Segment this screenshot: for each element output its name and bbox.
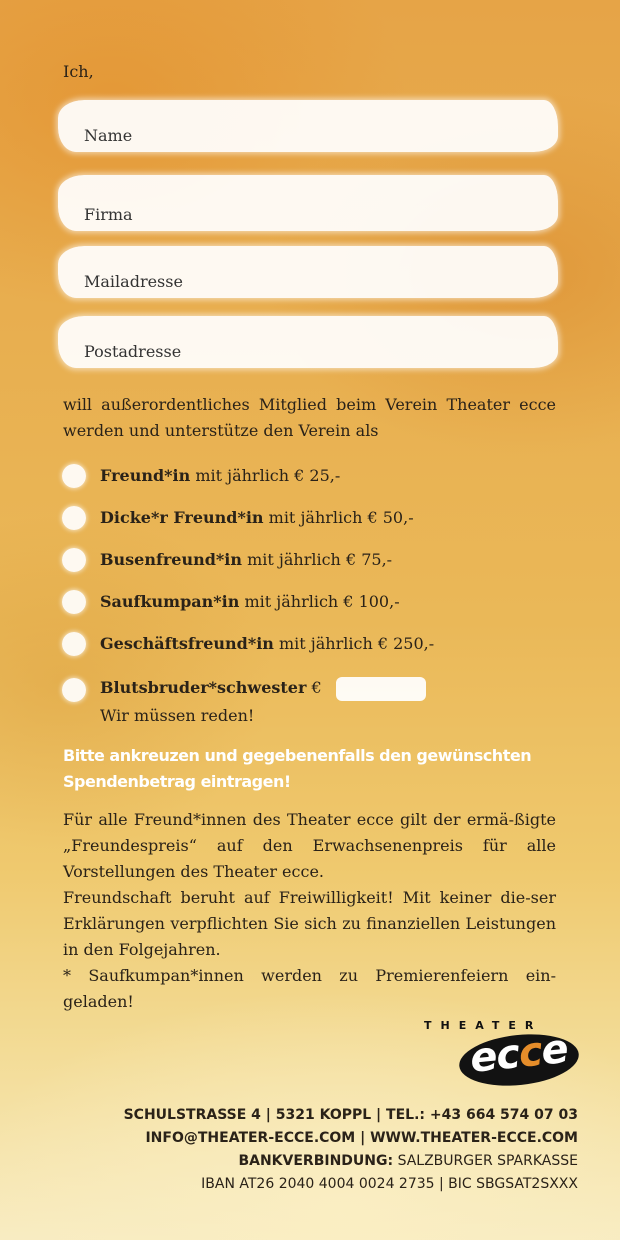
info-text: [63, 807, 556, 1015]
option-name: Saufkumpan*in: [100, 592, 240, 611]
bank-name: SALZBURGER SPARKASSE: [397, 1153, 578, 1169]
radio-circle[interactable]: [62, 464, 86, 488]
instruction-note: Bitte ankreuzen und gegebenenfalls den gewünschten Spendenbetrag eintragen!: [63, 746, 532, 791]
radio-circle[interactable]: [62, 678, 86, 702]
info-paragraph-2: Freundschaft beruht auf Freiwilligkeit! Mit keiner die-ser Erklärungen verpflichten Sie sich zu finanziellen Leistungen in den Folgejahren.: [63, 888, 556, 959]
info-paragraph-3: * Saufkumpan*innen werden zu Premierenfeiern ein-geladen!: [63, 966, 556, 1011]
option-detail: mit jährlich € 100,-: [244, 592, 400, 611]
donation-amount-input[interactable]: [336, 677, 426, 701]
radio-circle[interactable]: [62, 632, 86, 656]
company-field[interactable]: [58, 175, 558, 231]
option-subline: Wir müssen reden!: [100, 706, 255, 725]
email-field[interactable]: [58, 246, 558, 298]
footer-iban: IBAN AT26 2040 4004 0024 2735 | BIC SBGSAT2SXXX: [201, 1176, 578, 1192]
name-field-label: Name: [84, 126, 133, 145]
bank-label: BANKVERBINDUNG:: [238, 1153, 394, 1169]
option-name: Freund*in: [100, 466, 191, 485]
email-field-label: Mailadresse: [84, 272, 183, 291]
company-field-label: Firma: [84, 205, 133, 224]
option-name: Busenfreund*in: [100, 550, 242, 569]
postal-address-field[interactable]: [58, 316, 558, 368]
option-detail: mit jährlich € 250,-: [279, 634, 435, 653]
option-detail: €: [311, 678, 322, 697]
name-field[interactable]: [58, 100, 558, 152]
intro-text: Ich,: [63, 62, 94, 81]
option-name: Dicke*r Freund*in: [100, 508, 264, 527]
option-detail: mit jährlich € 25,-: [195, 466, 341, 485]
footer-bank: [238, 1150, 578, 1172]
option-name: Geschäftsfreund*in: [100, 634, 274, 653]
radio-circle[interactable]: [62, 506, 86, 530]
postal-address-field-label: Postadresse: [84, 342, 182, 361]
footer-web: INFO@THEATER-ECCE.COM | WWW.THEATER-ECCE.COM: [145, 1130, 578, 1146]
radio-circle[interactable]: [62, 548, 86, 572]
option-detail: mit jährlich € 50,-: [268, 508, 414, 527]
footer-address: SCHULSTRASSE 4 | 5321 KOPPL | TEL.: +43 664 574 07 03: [123, 1107, 578, 1123]
membership-statement: will außerordentliches Mitglied beim Verein Theater ecce werden und unterstütze den Verein als: [63, 395, 556, 440]
info-paragraph-1: Für alle Freund*innen des Theater ecce gilt der ermä-ßigte „Freundespreis“ auf den Erwachsenenpreis für alle Vorstellungen des Theater ecce.: [63, 810, 556, 881]
option-detail: mit jährlich € 75,-: [247, 550, 393, 569]
ecce-logo: ecce: [467, 1026, 570, 1082]
radio-circle[interactable]: [62, 590, 86, 614]
logo-theater-text: THEATER: [424, 1019, 543, 1032]
option-name: Blutsbruder*schwester: [100, 678, 307, 697]
